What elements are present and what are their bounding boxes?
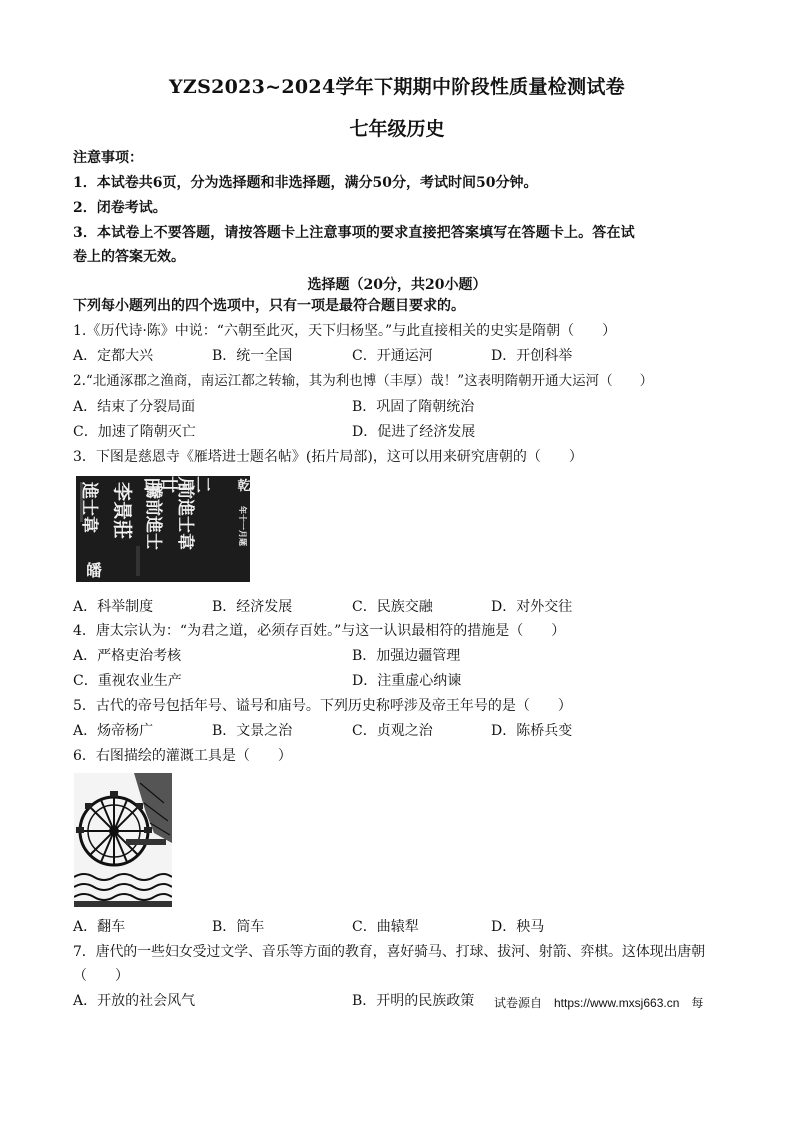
rubbing-col-3: 前進士韋 bbox=[175, 482, 195, 550]
water-wheel-image bbox=[74, 773, 172, 907]
question-4-stem: 4．唐太宗认为：“为君之道，必须存百姓。”与这一认识最相符的措施是（ ） bbox=[73, 623, 566, 639]
question-5-option-d: D．陈桥兵变 bbox=[491, 723, 573, 739]
section-instruction: 下列每小题列出的四个选项中，只有一项是最符合题目要求的。 bbox=[73, 298, 465, 314]
stele-rubbing-image bbox=[76, 476, 250, 582]
question-7-option-b: B．开明的民族政策 bbox=[352, 993, 475, 1009]
question-2-option-c: C．加速了隋朝灭亡 bbox=[73, 424, 196, 440]
rubbing-col-6: 進士韋 bbox=[79, 482, 99, 533]
section-title: 选择题（20分，共20小题） bbox=[307, 277, 487, 293]
question-3-stem: 3．下图是慈恩寺《雁塔进士题名帖》(拓片局部)，这可以用来研究唐朝的（ ） bbox=[73, 449, 583, 465]
notice-heading: 注意事项： bbox=[73, 150, 143, 166]
rubbing-col-1b: 年十一月题 bbox=[238, 506, 248, 546]
question-6-stem: 6．右图描绘的灌溉工具是（ ） bbox=[73, 748, 292, 764]
question-7-stem: 7．唐代的一些妇女受过文学、音乐等方面的教育，喜好骑马、打球、拔河、射箭、弈棋。这体现出唐朝 bbox=[73, 944, 706, 960]
question-3-option-b: B．经济发展 bbox=[212, 599, 293, 615]
question-4-option-c: C．重视农业生产 bbox=[73, 673, 182, 689]
rubbing-col-5: 李景莊 bbox=[111, 482, 133, 540]
question-4-option-b: B．加强边疆管理 bbox=[352, 648, 461, 664]
question-4-option-d: D．注重虚心纳谏 bbox=[352, 673, 462, 689]
question-1-option-d: D．开创科举 bbox=[491, 348, 573, 364]
question-6-option-b: B．筒车 bbox=[212, 919, 265, 935]
question-5-stem: 5．古代的帝号包括年号、谥号和庙号。下列历史称呼涉及帝王年号的是（ ） bbox=[73, 698, 572, 714]
question-7-stem-cont: （ ） bbox=[73, 968, 129, 984]
notice-item-3-cont: 卷上的答案无效。 bbox=[73, 249, 185, 265]
question-1-option-c: C．开通运河 bbox=[352, 348, 433, 364]
notice-item-1: 1．本试卷共6页，分为选择题和非选择题，满分50分，考试时间50分钟。 bbox=[73, 175, 538, 191]
rubbing-col-6b: 皤 bbox=[85, 561, 103, 580]
question-7-option-a: A．开放的社会风气 bbox=[73, 993, 196, 1009]
source-watermark: 试卷源自 https://www.mxsj663.cn 每 bbox=[494, 996, 704, 1010]
question-6-option-d: D．秧马 bbox=[491, 919, 545, 935]
question-2-option-b: B．巩固了隋朝统治 bbox=[352, 399, 475, 415]
question-3-option-a: A．科举制度 bbox=[73, 599, 154, 615]
exam-title: YZS2023~2024学年下期期中阶段性质量检测试卷 bbox=[169, 76, 625, 98]
question-4-option-a: A．严格吏治考核 bbox=[73, 648, 182, 664]
notice-item-3: 3．本试卷上不要答题，请按答题卡上注意事项的要求直接把答案填写在答题卡上。答在试 bbox=[73, 225, 635, 241]
question-5-option-c: C．贞观之治 bbox=[352, 723, 433, 739]
question-2-option-d: D．促进了经济发展 bbox=[352, 424, 476, 440]
question-1-option-a: A．定都大兴 bbox=[73, 348, 154, 364]
question-2-stem: 2.“北通涿郡之渔商，南运江都之转输，其为利也博（丰厚）哉！”这表明隋朝开通大运河（ ） bbox=[73, 373, 654, 389]
question-1-stem: 1.《历代诗·陈》中说：“六朝至此灭，天下归杨坚。”与此直接相关的史实是隋朝（ ） bbox=[73, 323, 617, 339]
question-1-option-b: B．统一全国 bbox=[212, 348, 293, 364]
question-2-option-a: A．结束了分裂局面 bbox=[73, 399, 196, 415]
question-5-option-a: A．炀帝杨广 bbox=[73, 723, 154, 739]
rubbing-col-1: 乾 bbox=[237, 479, 250, 494]
rubbing-col-2: 二月廿日 bbox=[144, 476, 212, 492]
question-5-option-b: B．文景之治 bbox=[212, 723, 293, 739]
rubbing-col-4: 騰前進士 bbox=[143, 482, 163, 550]
exam-subject: 七年级历史 bbox=[349, 118, 445, 140]
question-6-option-a: A．翻车 bbox=[73, 919, 126, 935]
question-3-option-d: D．对外交往 bbox=[491, 599, 573, 615]
notice-item-2: 2．闭卷考试。 bbox=[73, 200, 167, 216]
question-6-option-c: C．曲辕犁 bbox=[352, 919, 419, 935]
question-3-option-c: C．民族交融 bbox=[352, 599, 433, 615]
